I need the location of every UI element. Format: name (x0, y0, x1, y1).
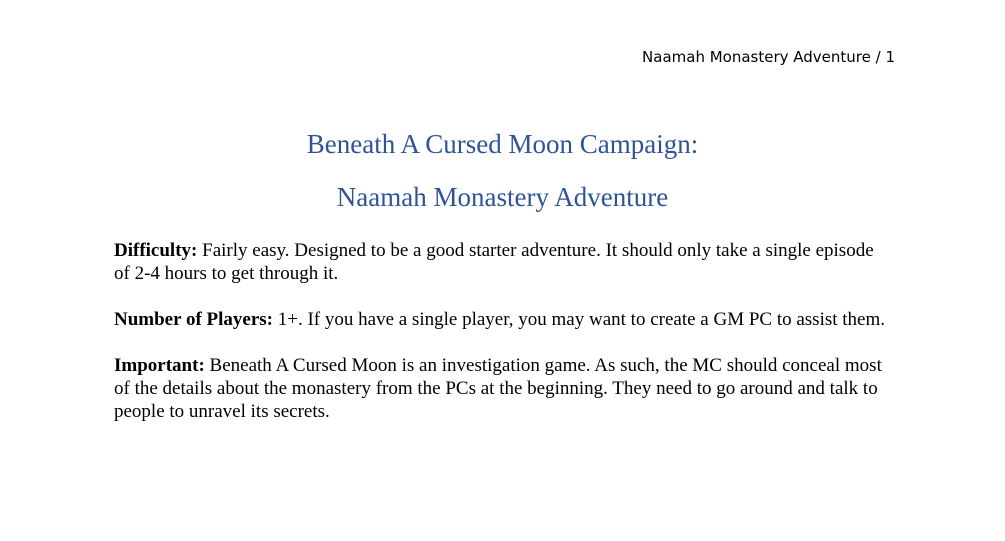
difficulty-text: Fairly easy. Designed to be a good starter adventure. It should only take a single episode of 2-4 hours to get through it. (114, 240, 874, 284)
adventure-title: Naamah Monastery Adventure (336, 182, 669, 212)
running-header: Naamah Monastery Adventure / 1 (642, 48, 895, 66)
difficulty-paragraph (114, 239, 894, 285)
players-label: Number of Players: (114, 309, 274, 330)
difficulty-label: Difficulty: (114, 240, 198, 261)
body-text (114, 239, 894, 446)
important-paragraph (114, 354, 894, 423)
players-paragraph (114, 308, 894, 331)
campaign-title: Beneath A Cursed Moon Campaign: (306, 129, 699, 159)
important-label: Important: (114, 355, 205, 376)
title-block (0, 127, 1005, 214)
players-text: 1+. If you have a single player, you may want to create a GM PC to assist them. (273, 309, 886, 330)
important-text: Beneath A Cursed Moon is an investigation game. As such, the MC should conceal most of the details about the monastery from the PCs at the beginning. They need to go around and talk to people to unravel its secrets. (114, 355, 882, 422)
